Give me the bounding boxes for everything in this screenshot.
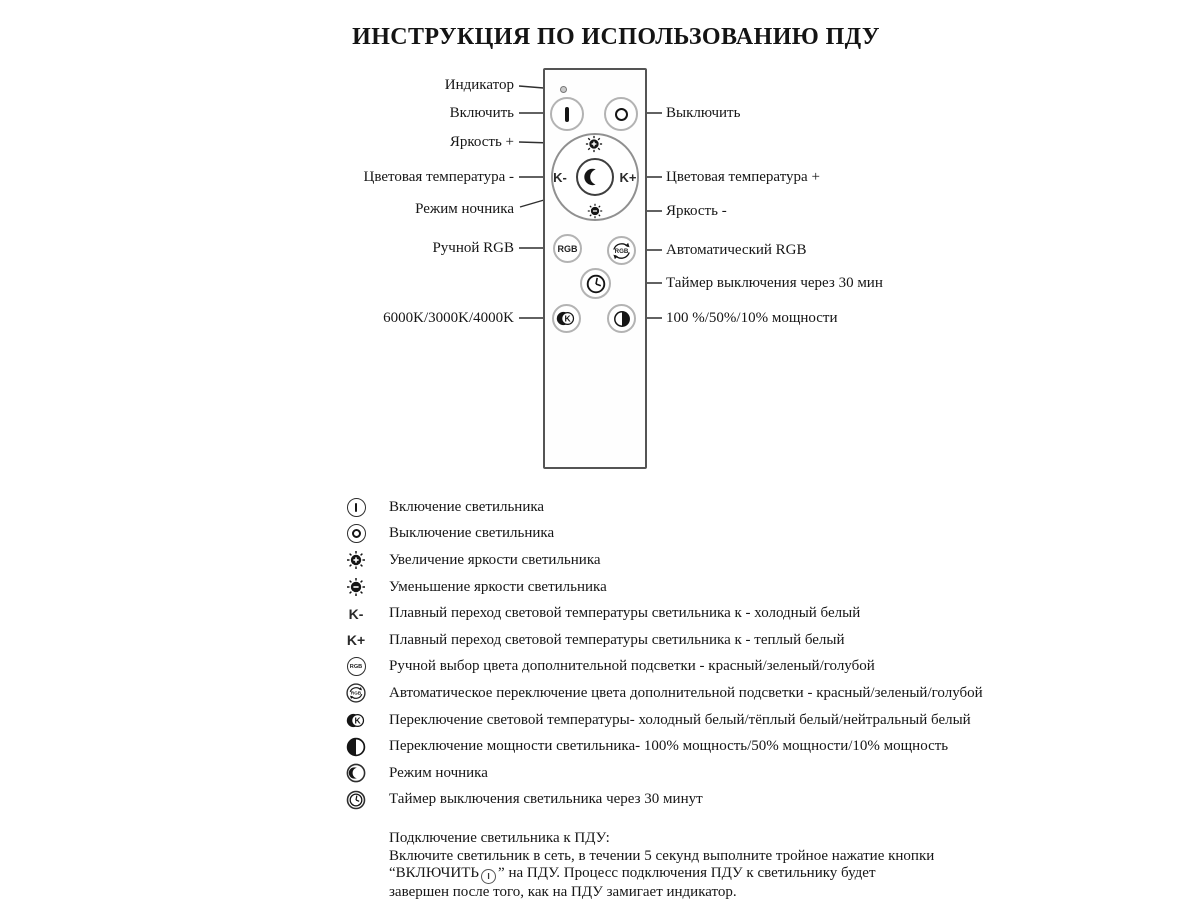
pairing-line2: “ВКЛЮЧИТЬ I ” на ПДУ. Процесс подключения ПДУ к светильнику будет <box>389 865 1029 884</box>
pairing-line1: Включите светильник в сеть, в течении 5 секунд выполните тройное нажатие кнопки <box>389 847 935 864</box>
sun-minus-icon <box>587 203 603 219</box>
temp-toggle-icon <box>556 308 577 329</box>
legend-row <box>343 494 983 521</box>
legend-text: Плавный переход световой температуры светильника к - теплый белый <box>389 631 845 648</box>
label-color-presets: 6000K/3000K/4000K <box>383 310 514 326</box>
legend-text: Режим ночника <box>389 764 488 781</box>
brightness-up-button <box>585 135 603 153</box>
k-plus-glyph: K+ <box>346 632 366 649</box>
legend-text: Таймер выключения светильника через 30 минут <box>389 791 703 808</box>
legend-row <box>343 600 983 627</box>
legend-row <box>343 707 983 734</box>
k-minus-button: K- <box>553 170 567 185</box>
svg-text:K: K <box>564 313 571 324</box>
power-toggle-icon <box>346 737 366 757</box>
timer-button <box>580 268 611 299</box>
label-power-off: Выключить <box>666 105 741 121</box>
label-indicator: Индикатор <box>444 77 514 93</box>
manual-rgb-button <box>553 234 582 263</box>
rgb-auto-icon <box>609 238 634 264</box>
label-power-on: Включить <box>449 105 514 121</box>
legend-text: Включение светильника <box>389 498 545 515</box>
k-plus-button: K+ <box>619 170 637 185</box>
legend-text: Уменьшение яркости светильника <box>389 578 607 595</box>
svg-text:RGB: RGB <box>614 247 629 255</box>
moon-icon <box>346 763 366 783</box>
legend-row <box>343 627 983 654</box>
night-mode-button <box>576 158 614 196</box>
legend-text: Автоматическое переключение цвета дополнительной подсветки - красный/зеленый/голубой <box>389 684 983 701</box>
legend-text: Переключение мощности светильника- 100% мощность/50% мощности/10% мощность <box>389 738 949 755</box>
pairing-heading: Подключение светильника к ПДУ: <box>389 830 610 846</box>
rgb-auto-icon <box>346 683 366 703</box>
power-toggle-icon <box>612 309 632 329</box>
power-level-button <box>607 304 636 333</box>
legend-row <box>343 654 983 681</box>
pairing-line3: завершен после того, как на ПДУ замигает индикатор. <box>389 884 737 901</box>
sun-minus-icon <box>346 577 366 597</box>
k-minus-glyph: K- <box>348 605 364 622</box>
clock-icon <box>584 272 608 296</box>
brightness-down-button <box>587 203 603 219</box>
temp-toggle-icon <box>346 710 367 731</box>
label-color-temp-plus: Цветовая температура + <box>666 169 820 185</box>
legend-text: Ручной выбор цвета дополнительной подсветки - красный/зеленый/голубой <box>389 658 875 675</box>
page-title: ИНСТРУКЦИЯ ПО ИСПОЛЬЗОВАНИЮ ПДУ <box>352 24 880 50</box>
color-temp-toggle-button <box>552 304 581 333</box>
power-off-icon <box>615 108 628 121</box>
label-power-levels: 100 %/50%/10% мощности <box>666 310 838 326</box>
rgb-label: RGB <box>557 243 578 254</box>
pairing-instructions <box>389 830 1029 902</box>
legend-row <box>343 787 983 814</box>
power-on-icon <box>347 498 366 517</box>
sun-plus-icon <box>585 135 603 153</box>
legend-row <box>343 733 983 760</box>
clock-icon <box>346 790 366 810</box>
rgb-icon: RGB <box>347 657 366 676</box>
svg-text:RGB: RGB <box>350 691 362 697</box>
label-brightness-up: Яркость + <box>449 134 514 150</box>
svg-text:K: K <box>354 715 361 726</box>
legend-row <box>343 574 983 601</box>
power-on-button <box>550 97 584 131</box>
power-on-inline-icon: I <box>481 869 496 884</box>
indicator-led <box>560 86 567 93</box>
label-auto-rgb: Автоматический RGB <box>666 242 807 258</box>
legend-row <box>343 547 983 574</box>
power-off-button <box>604 97 638 131</box>
legend <box>343 494 983 813</box>
power-off-icon <box>347 524 366 543</box>
label-brightness-down: Яркость - <box>666 203 727 219</box>
legend-row <box>343 521 983 548</box>
power-on-icon <box>565 107 569 122</box>
label-timer: Таймер выключения через 30 мин <box>666 275 883 291</box>
label-night-mode: Режим ночника <box>415 201 514 217</box>
legend-text: Выключение светильника <box>389 525 555 542</box>
label-color-temp-minus: Цветовая температура - <box>363 169 514 185</box>
legend-row <box>343 760 983 787</box>
legend-text: Увеличение яркости светильника <box>389 551 601 568</box>
sun-plus-icon <box>346 550 366 570</box>
legend-text: Плавный переход световой температуры светильника к - холодный белый <box>389 605 861 622</box>
auto-rgb-button <box>607 236 636 265</box>
label-manual-rgb: Ручной RGB <box>432 240 514 256</box>
legend-row <box>343 680 983 707</box>
legend-text: Переключение световой температуры- холодный белый/тёплый белый/нейтральный белый <box>389 711 971 728</box>
moon-icon <box>582 164 608 190</box>
